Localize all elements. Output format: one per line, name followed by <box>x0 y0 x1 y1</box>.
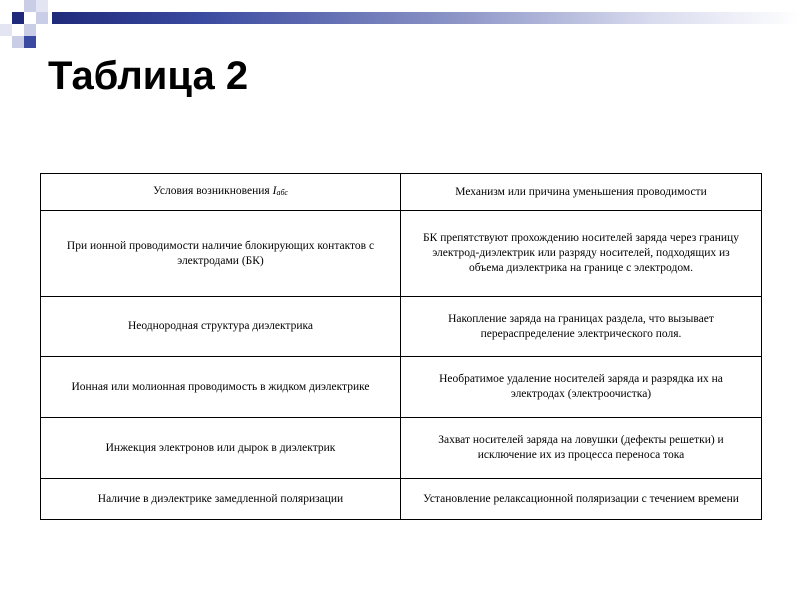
row-condition: Ионная или молионная проводимость в жидком диэлектрике <box>41 357 401 418</box>
decor-square-3 <box>36 12 48 24</box>
row-mechanism: Установление релаксационной поляризации с течением времени <box>401 479 762 520</box>
decor-square-6 <box>0 24 12 36</box>
table-row <box>41 211 762 297</box>
row-mechanism: Необратимое удаление носителей заряда и разрядка их на электродах (электроочистка) <box>401 357 762 418</box>
decor-gradient-bar <box>52 12 800 24</box>
row-condition: Неоднородная структура диэлектрика <box>41 297 401 357</box>
table-row <box>41 418 762 479</box>
decor-square-4 <box>24 24 36 36</box>
header-current-symbol: I <box>272 185 277 197</box>
header-conditions-prefix: Условия возникновения <box>153 185 273 197</box>
slide-title: Таблица 2 <box>48 54 249 98</box>
header-mechanism: Механизм или причина уменьшения проводимости <box>401 174 762 211</box>
data-table <box>40 173 762 520</box>
decor-square-1 <box>12 12 24 24</box>
row-condition: Наличие в диэлектрике замедленной поляризации <box>41 479 401 520</box>
table-row <box>41 357 762 418</box>
row-mechanism: БК препятствуют прохождению носителей заряда через границу электрод-диэлектрик или разряду носителей, подходящих из объема диэлектрика на границе с электродом. <box>401 211 762 297</box>
row-condition: Инжекция электронов или дырок в диэлектрик <box>41 418 401 479</box>
decor-square-2 <box>24 0 36 12</box>
decor-square-7 <box>24 36 36 48</box>
row-mechanism: Накопление заряда на границах раздела, что вызывает перераспределение электрического поля. <box>401 297 762 357</box>
decor-square-5 <box>12 36 24 48</box>
table-row <box>41 479 762 520</box>
table-header-row <box>41 174 762 211</box>
row-condition: При ионной проводимости наличие блокирующих контактов с электродами (БК) <box>41 211 401 297</box>
table-row <box>41 297 762 357</box>
row-mechanism: Захват носителей заряда на ловушки (дефекты решетки) и исключение их из процесса переноса тока <box>401 418 762 479</box>
header-current-subscript: абс <box>276 188 288 197</box>
header-conditions <box>41 174 401 211</box>
decor-square-8 <box>36 0 48 12</box>
